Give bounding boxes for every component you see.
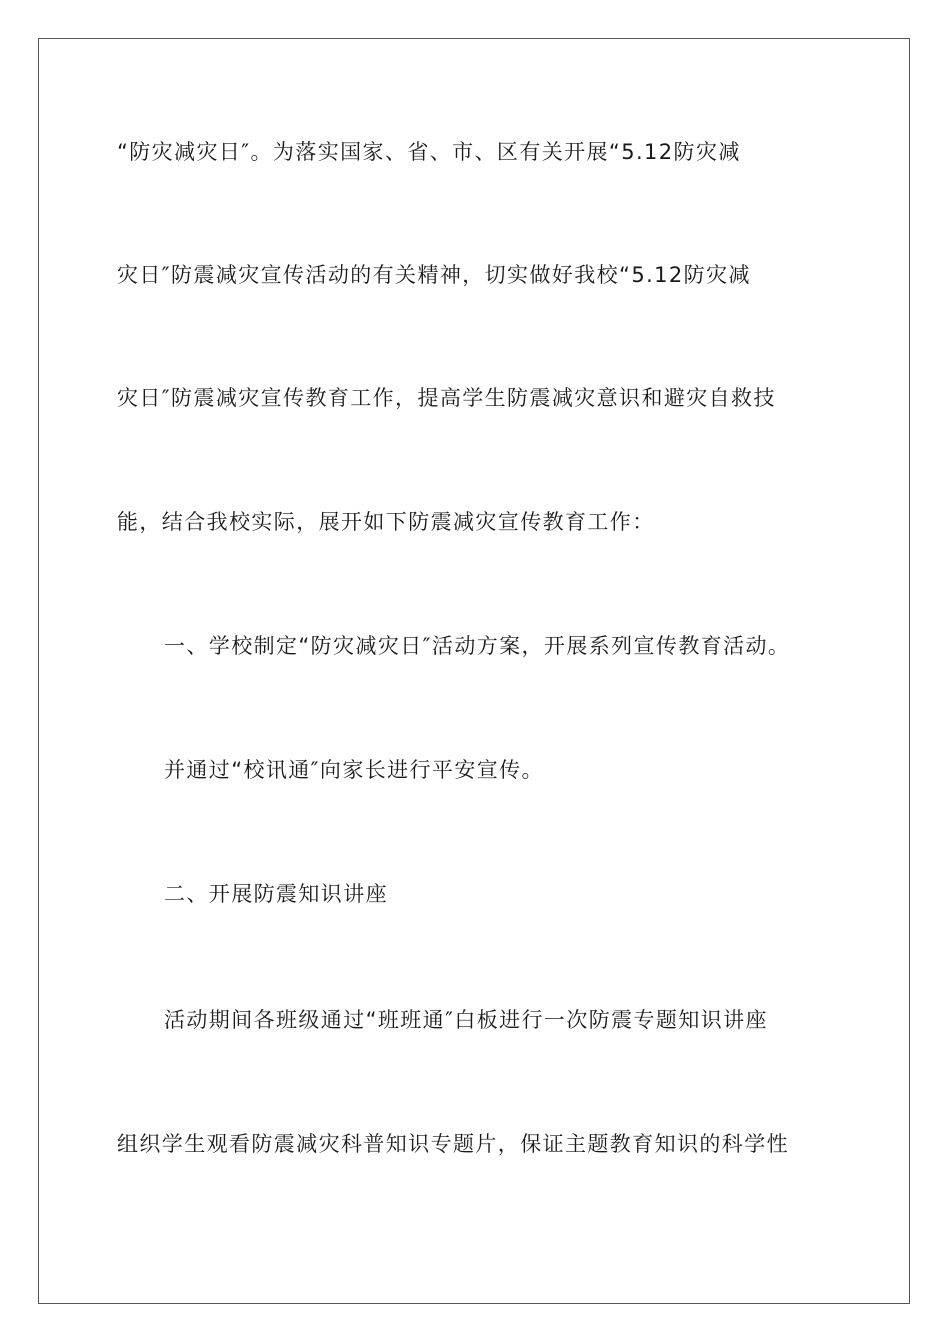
paragraph-line-2: 灾日″防震减灾宣传活动的有关精神，切实做好我校“5.12防灾减 — [117, 263, 751, 287]
paragraph-line-4: 能，结合我校实际，展开如下防震减灾宣传教育工作： — [117, 510, 655, 534]
paragraph-line-3: 灾日″防震减灾宣传教育工作，提高学生防震减灾意识和避灾自救技 — [117, 386, 776, 410]
section-one-heading: 一、学校制定“防灾减灾日″活动方案，开展系列宣传教育活动。 — [164, 634, 791, 658]
section-two-line-1: 活动期间各班级通过“班班通″白板进行一次防震专题知识讲座 — [164, 1008, 768, 1032]
section-two-heading: 二、开展防震知识讲座 — [164, 882, 388, 906]
section-one-text: 并通过“校讯通″向家长进行平安宣传。 — [164, 758, 544, 782]
page-border — [38, 38, 910, 1304]
paragraph-line-1: “防灾减灾日″。为落实国家、省、市、区有关开展“5.12防灾减 — [117, 140, 741, 164]
section-two-line-2: 组织学生观看防震减灾科普知识专题片，保证主题教育知识的科学性 — [117, 1132, 789, 1156]
